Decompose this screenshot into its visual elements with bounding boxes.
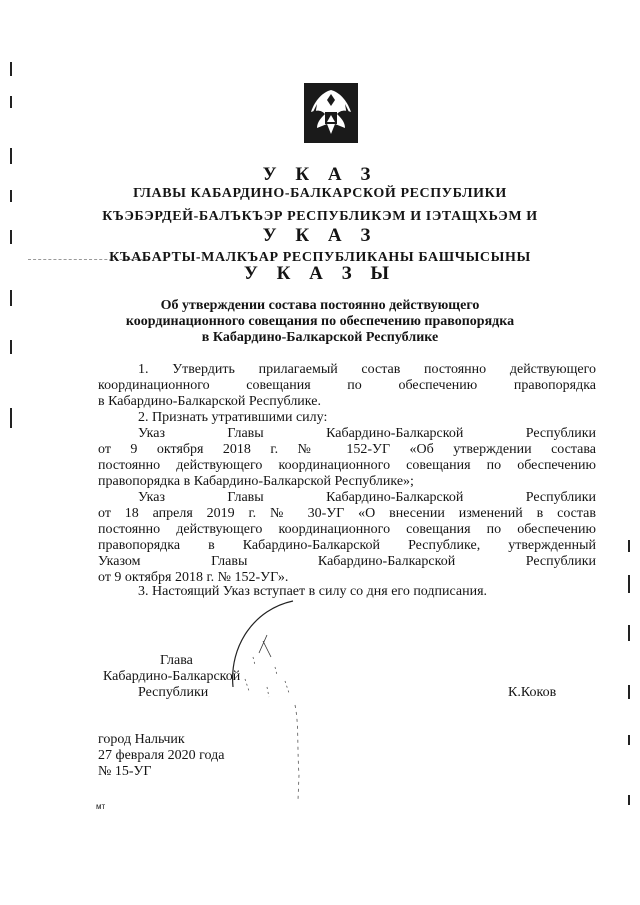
scan-mark <box>10 340 12 354</box>
signatory-title: Кабардино-Балкарской <box>103 669 241 684</box>
scan-mark <box>628 795 630 805</box>
scan-mark <box>628 685 630 699</box>
scan-mark <box>10 62 12 76</box>
coat-of-arms-emblem <box>303 82 359 144</box>
paragraph-4-line: Указ Главы Кабардино-Балкарской Республики <box>138 490 596 505</box>
paragraph-4-line: от 9 октября 2018 г. № 152-УГ». <box>98 570 289 585</box>
paragraph-4-line: Указом Главы Кабардино-Балкарской Республики <box>98 554 596 569</box>
paragraph-4-line: правопорядка в Кабардино-Балкарской Республике, утвержденный <box>98 538 596 553</box>
paragraph-1-line: координационного совещания по обеспечению правопорядка <box>98 378 596 393</box>
scan-mark <box>10 148 12 164</box>
paragraph-3-line: от 9 октября 2018 г. № 152-УГ «Об утверждении состава <box>98 442 596 457</box>
signature-mark <box>215 595 325 805</box>
header-line-bal: КЪАБАРТЫ-МАЛКЪАР РЕСПУБЛИКАНЫ БАШЧЫСЫНЫ <box>109 250 531 265</box>
paragraph-2: 2. Признать утратившими силу: <box>138 410 328 425</box>
scan-mark <box>628 625 630 641</box>
signatory-name: К.Коков <box>508 685 557 700</box>
scan-mark <box>628 575 630 593</box>
subject-line: координационного совещания по обеспечению правопорядка <box>125 314 515 329</box>
footer-mark: мт <box>96 802 106 811</box>
subject-line: в Кабардино-Балкарской Республике <box>201 330 439 345</box>
signatory-title: Глава <box>160 653 193 668</box>
city: город Нальчик <box>98 732 185 747</box>
decree-title: У К А З <box>262 164 378 185</box>
paragraph-3-line: постоянно действующего координационного совещания по обеспечению <box>98 458 596 473</box>
paragraph-1-line: 1. Утвердить прилагаемый состав постоянно действующего <box>138 362 596 377</box>
decree-date: 27 февраля 2020 года <box>98 748 225 763</box>
scan-mark <box>10 408 12 428</box>
decree-title-bal: У К А З Ы <box>243 263 397 284</box>
signatory-title: Республики <box>138 685 209 700</box>
paragraph-3-line: правопорядка в Кабардино-Балкарской Республике»; <box>98 474 414 489</box>
header-line-kab: КЪЭБЭРДЕЙ-БАЛЪКЪЭР РЕСПУБЛИКЭМ И ІЭТАЩХЬЭМ И <box>102 209 538 224</box>
paragraph-1-line: в Кабардино-Балкарской Республике. <box>98 394 321 409</box>
scan-mark <box>628 540 630 552</box>
decree-title-kab: У К А З <box>262 225 378 246</box>
subject-line: Об утверждении состава постоянно действующего <box>160 298 480 313</box>
header-line-ru: ГЛАВЫ КАБАРДИНО-БАЛКАРСКОЙ РЕСПУБЛИКИ <box>133 186 507 201</box>
paragraph-4-line: постоянно действующего координационного совещания по обеспечению <box>98 522 596 537</box>
paragraph-5: 3. Настоящий Указ вступает в силу со дня его подписания. <box>138 584 488 599</box>
paragraph-3-line: Указ Главы Кабардино-Балкарской Республики <box>138 426 596 441</box>
paragraph-4-line: от 18 апреля 2019 г. № 30-УГ «О внесении изменений в состав <box>98 506 596 521</box>
scan-mark <box>628 735 630 745</box>
decree-number: № 15-УГ <box>98 764 152 779</box>
scan-mark <box>10 96 12 108</box>
scan-mark <box>10 290 12 306</box>
